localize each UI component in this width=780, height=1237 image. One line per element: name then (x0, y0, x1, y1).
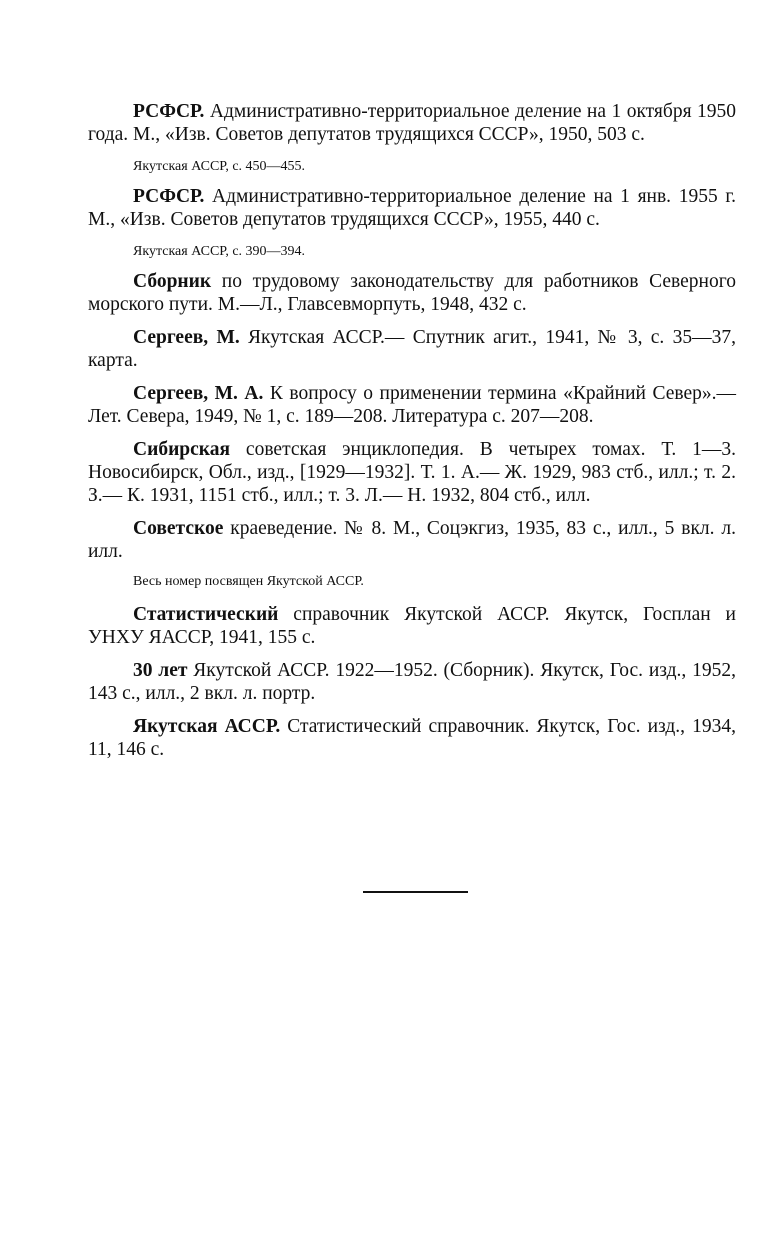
entry-lead: Сергеев, М. (133, 327, 240, 348)
bibliography-entry (88, 100, 736, 146)
entry-text: Административно-территориальное деление на 1 янв. 1955 г. М., «Изв. Советов депутатов трудящихся СССР», 1955, 440 с. (88, 186, 736, 230)
entry-text: справочник Якутской АССР. Якутск, Госплан и УНХУ ЯАССР, 1941, 155 с. (88, 604, 736, 648)
entry-lead: 30 лет (133, 660, 188, 681)
entry-lead: Якутская АССР. (133, 716, 281, 737)
bibliography-entry (88, 326, 736, 372)
entry-text: советская энциклопедия. В четырех томах. Т. 1—3. Новосибирск, Обл., изд., [1929—1932]. Т. 1. А.— Ж. 1929, 983 стб., илл.; т. 2. З.— К. 1931, 1151 стб., илл.; т. 3. Л.— Н. 1932, 804 стб., илл. (88, 439, 736, 506)
entry-lead: Сибирская (133, 439, 231, 460)
bibliography-entry (88, 603, 736, 649)
bibliography-entry (88, 185, 736, 231)
entry-note: Весь номер посвящен Якутской АССР. (133, 574, 364, 589)
entry-text: краеведение. № 8. М., Соцэкгиз, 1935, 83 с., илл., 5 вкл. л. илл. (88, 518, 736, 562)
bibliography-entry (88, 270, 736, 316)
bibliography-list (88, 100, 736, 761)
bibliography-entry (88, 382, 736, 428)
bibliography-entry (88, 715, 736, 761)
entry-lead: Сергеев, М. А. (133, 383, 264, 404)
bibliography-entry (88, 659, 736, 705)
entry-lead: РСФСР. (133, 101, 205, 122)
end-divider (363, 891, 468, 893)
entry-lead: Советское (133, 518, 224, 539)
entry-lead: Сборник (133, 271, 212, 292)
bibliography-entry (88, 438, 736, 507)
entry-text: Административно-территориальное деление на 1 октября 1950 года. М., «Изв. Советов депутатов трудящихся СССР», 1950, 503 с. (88, 101, 736, 145)
entry-note: Якутская АССР, с. 450—455. (133, 159, 306, 174)
entry-text: по трудовому законодательству для работников Северного морского пути. М.—Л., Главсевморпуть, 1948, 432 с. (88, 271, 736, 315)
bibliography-entry (88, 517, 736, 563)
entry-text: Статистический справочник. Якутск, Гос. изд., 1934, 11, 146 с. (88, 716, 736, 760)
entry-text: К вопросу о применении термина «Крайний Север».— Лет. Севера, 1949, № 1, с. 189—208. Литература с. 207—208. (88, 383, 737, 427)
entry-note: Якутская АССР, с. 390—394. (133, 244, 306, 259)
entry-lead: Статистический (133, 604, 279, 625)
entry-text: Якутской АССР. 1922—1952. (Сборник). Якутск, Гос. изд., 1952, 143 с., илл., 2 вкл. л. портр. (88, 660, 736, 704)
entry-text: Якутская АССР.— Спутник агит., 1941, № 3, с. 35—37, карта. (88, 327, 736, 371)
entry-lead: РСФСР. (133, 186, 205, 207)
